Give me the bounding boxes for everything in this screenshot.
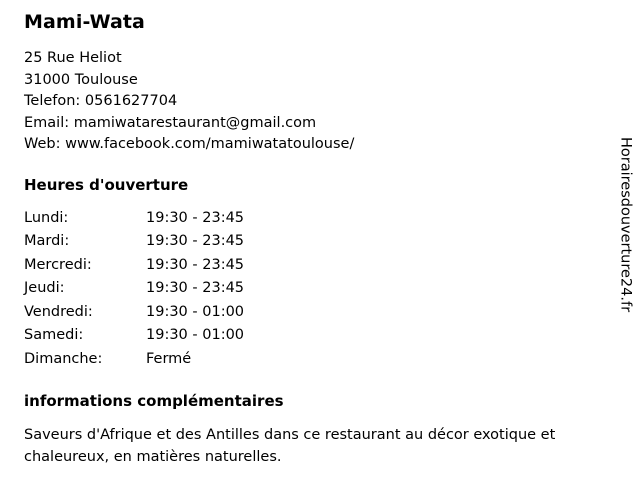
address-line-email: Email: mamiwatarestaurant@gmail.com [24,114,317,131]
hours-day: Jeudi: [24,280,65,296]
hours-time: 19:30 - 23:45 [146,233,245,249]
hours-day: Vendredi: [24,303,93,320]
address-line-city: 31000 Toulouse [24,71,138,88]
hours-time: 19:30 - 01:00 [146,303,245,320]
table-row [24,301,286,325]
hours-day: Lundi: [24,209,69,226]
hours-day: Samedi: [24,327,84,343]
opening-hours-table [24,207,286,372]
hours-time: 19:30 - 23:45 [146,209,245,226]
hours-time: 19:30 - 23:45 [146,256,245,273]
table-row [24,348,286,372]
address-line-phone: Telefon: 0561627704 [24,93,178,109]
watermark-text: Horairesdouverture24.fr [617,137,634,313]
opening-hours-heading: Heures d'ouverture [24,175,189,194]
additional-info-heading: informations complémentaires [24,392,284,410]
hours-day: Dimanche: [24,350,103,367]
hours-time: Fermé [146,350,192,367]
page-title: Mami-Wata [24,11,145,33]
hours-day: Mardi: [24,233,70,249]
hours-time: 19:30 - 23:45 [146,280,245,296]
hours-day: Mercredi: [24,256,92,273]
address-block [24,48,584,156]
table-row [24,254,286,278]
table-row [24,277,286,301]
additional-info-text: Saveurs d'Afrique et des Antilles dans ce restaurant au décor exotique et chaleureux, en matières naturelles. [24,427,556,465]
address-line-street: 25 Rue Heliot [24,50,122,66]
watermark-vertical [614,137,636,367]
address-line-web: Web: www.facebook.com/mamiwatatoulouse/ [24,136,355,152]
hours-time: 19:30 - 01:00 [146,327,245,343]
table-row [24,230,286,254]
table-row [24,324,286,348]
table-row [24,207,286,231]
business-info-block [24,10,584,468]
